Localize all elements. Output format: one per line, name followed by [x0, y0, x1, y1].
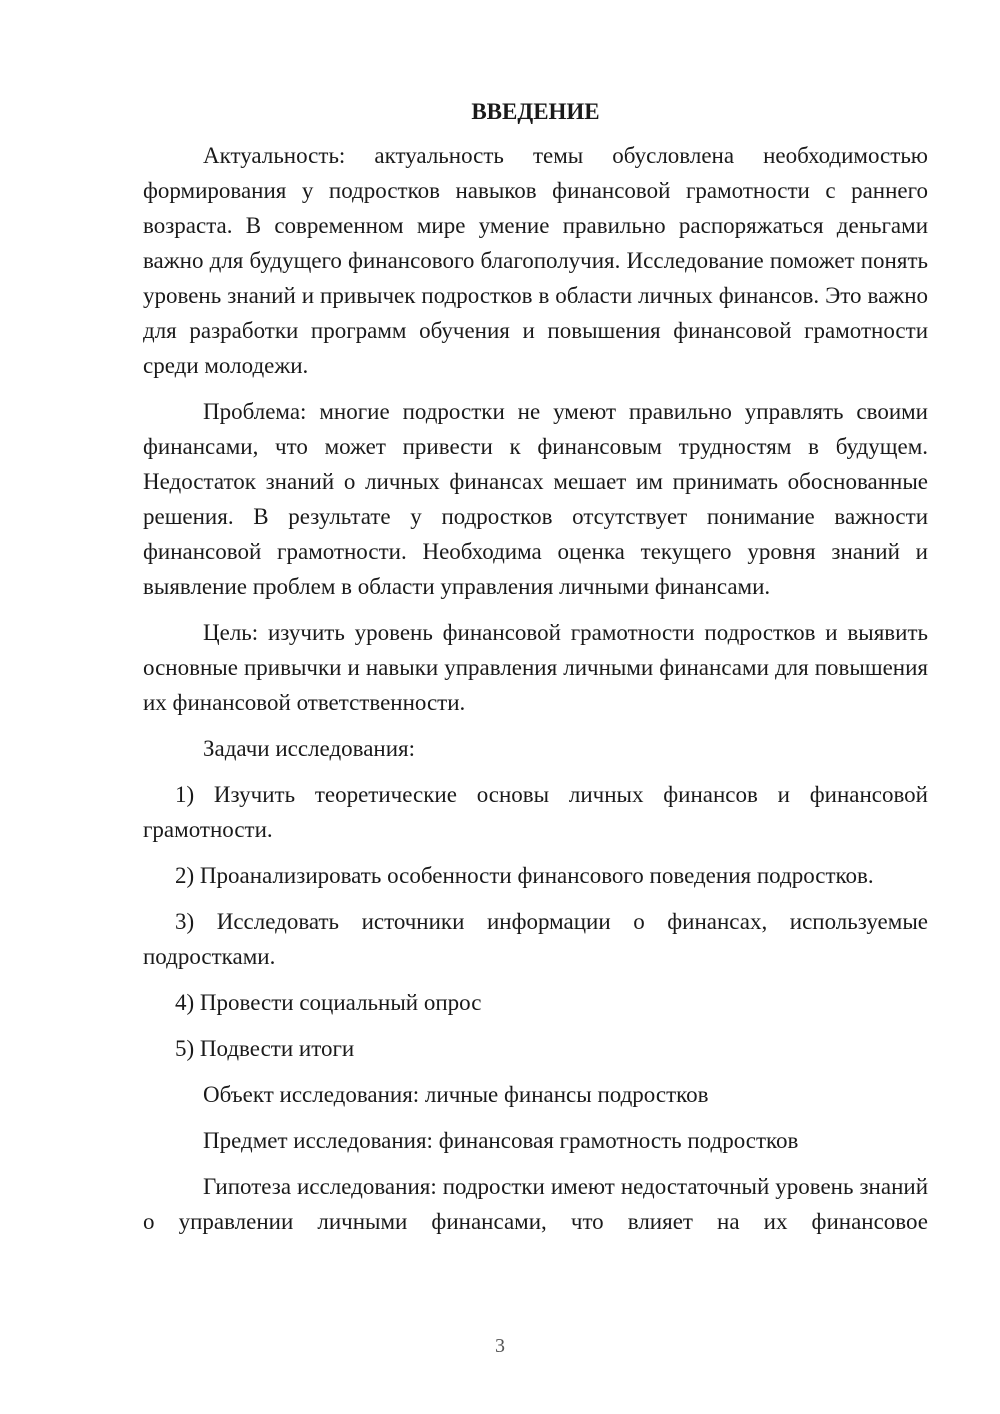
page-number: 3: [495, 1335, 505, 1357]
paragraph-object: Объект исследования: личные финансы подростков: [203, 1082, 709, 1107]
paragraph-hypothesis: Гипотеза исследования: подростки имеют недостаточный уровень знаний о управлении личными финансами, что влияет на их финансовое: [143, 1174, 928, 1234]
paragraph-subject: Предмет исследования: финансовая грамотность подростков: [203, 1128, 799, 1153]
task-item-3: 3) Исследовать источники информации о финансах, используемые подростками.: [143, 909, 928, 969]
task-item-1: 1) Изучить теоретические основы личных финансов и финансовой грамотности.: [143, 782, 928, 842]
paragraph-problem: Проблема: многие подростки не умеют правильно управлять своими финансами, что может привести к финансовым трудностям в будущем. Недостаток знаний о личных финансах мешает им принимать обоснованные решения. В результате у подростков отсутствует понимание важности финансовой грамотности. Необходима оценка текущего уровня знаний и выявление проблем в области управления личными финансами.: [143, 399, 928, 599]
task-item-5: 5) Подвести итоги: [175, 1036, 355, 1061]
document-body: [143, 97, 928, 1250]
task-item-2: 2) Проанализировать особенности финансового поведения подростков.: [175, 863, 874, 888]
section-heading: ВВЕДЕНИЕ: [471, 99, 600, 124]
paragraph-goal: Цель: изучить уровень финансовой грамотности подростков и выявить основные привычки и навыки управления личными финансами для повышения их финансовой ответственности.: [143, 620, 928, 715]
paragraph-relevance: Актуальность: актуальность темы обусловлена необходимостью формирования у подростков навыков финансовой грамотности с раннего возраста. В современном мире умение правильно распоряжаться деньгами важно для будущего финансового благополучия. Исследование поможет понять уровень знаний и привычек подростков в области личных финансов. Это важно для разработки программ обучения и повышения финансовой грамотности среди молодежи.: [143, 143, 928, 378]
task-item-4: 4) Провести социальный опрос: [175, 990, 482, 1015]
paragraph-tasks-heading: Задачи исследования:: [203, 736, 416, 761]
